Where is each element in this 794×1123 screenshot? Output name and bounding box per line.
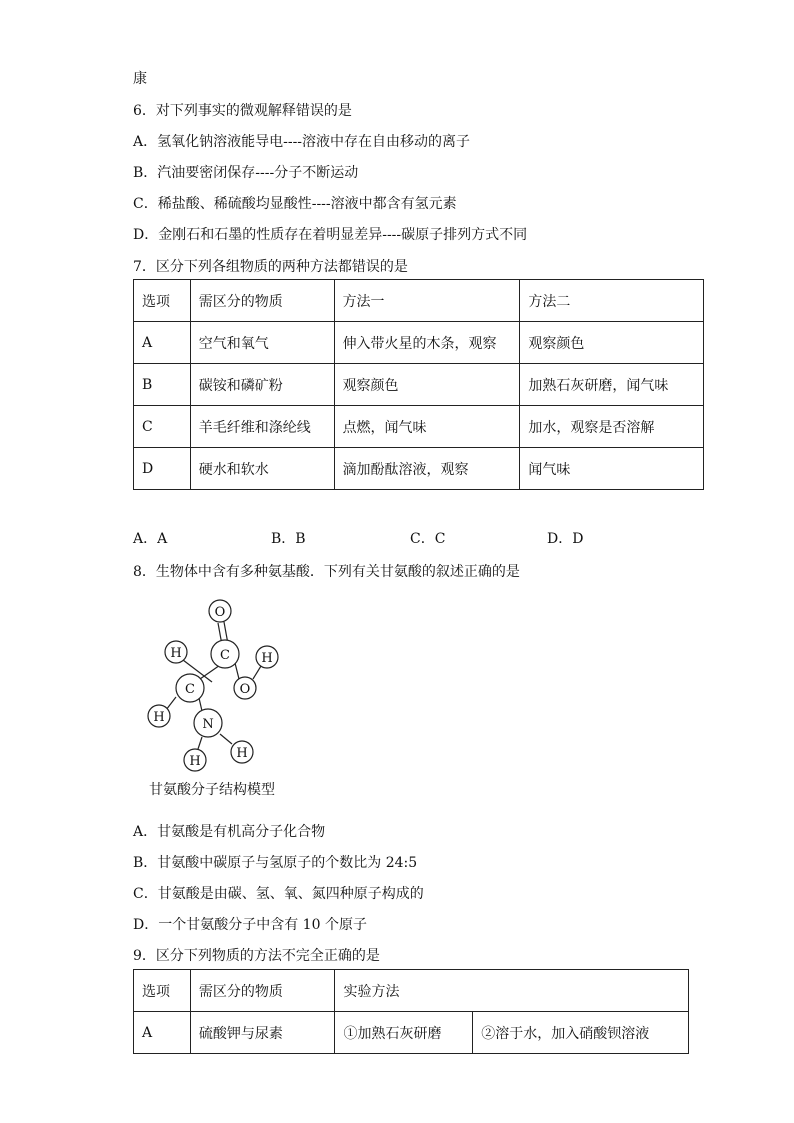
atom-c-carboxyl (211, 640, 239, 668)
question-7-table (133, 279, 704, 490)
question-9-table (133, 969, 689, 1054)
atom-h-bottom-right (231, 741, 253, 763)
bond-line (235, 663, 239, 679)
table-cell: 空气和氧气 (190, 322, 334, 364)
question-6-option-b: B．汽油要密闭保存----分子不断运动 (133, 165, 359, 181)
question-8-option-d: D．一个甘氨酸分子中含有 10 个原子 (133, 917, 367, 933)
table-row (134, 406, 704, 448)
table-cell: 点燃，闻气味 (334, 406, 520, 448)
bond-line (199, 698, 202, 711)
atom-o-carbonyl (209, 600, 231, 622)
answer-option-b: B．B (271, 531, 306, 547)
atom-h-top-left (165, 641, 187, 663)
atom-o-hydroxyl (234, 677, 256, 699)
glycine-molecule-diagram (140, 596, 290, 774)
table-cell: A (134, 322, 191, 364)
question-7-stem: 7．区分下列各组物质的两种方法都错误的是 (133, 259, 408, 275)
table-header-row (134, 280, 704, 322)
header-cell: 选项 (134, 970, 191, 1012)
table-row (134, 322, 704, 364)
atom-h-left (148, 705, 170, 727)
bond-line (198, 737, 202, 749)
table-cell: 羊毛纤维和涤纶线 (190, 406, 334, 448)
svg-text:H: H (153, 710, 165, 725)
question-7-answer-options (133, 528, 693, 548)
table-cell: 加水，观察是否溶解 (520, 406, 704, 448)
molecule-caption: 甘氨酸分子结构模型 (149, 782, 275, 798)
table-cell: A (134, 1012, 191, 1054)
header-cell: 方法二 (520, 280, 704, 322)
header-cell: 方法一 (334, 280, 520, 322)
question-8-stem: 8．生物体中含有多种氨基酸．下列有关甘氨酸的叙述正确的是 (133, 564, 520, 580)
answer-option-c: C．C (410, 531, 446, 547)
table-header-row (134, 970, 689, 1012)
table-cell: B (134, 364, 191, 406)
table-cell: ①加熟石灰研磨 (335, 1012, 473, 1054)
table-row (134, 364, 704, 406)
answer-option-a: A．A (133, 531, 168, 547)
svg-text:H: H (261, 651, 273, 666)
bond-line (220, 734, 232, 744)
table-cell: ②溶于水，加入硝酸钡溶液 (473, 1012, 689, 1054)
table-cell: 伸入带火星的木条，观察 (334, 322, 520, 364)
table-cell: 碳铵和磷矿粉 (190, 364, 334, 406)
question-6-option-d: D．金刚石和石墨的性质存在着明显差异----碳原子排列方式不同 (133, 227, 528, 243)
table-row (134, 1012, 689, 1054)
svg-text:N: N (202, 717, 214, 732)
svg-text:H: H (236, 746, 248, 761)
table-cell: 闻气味 (520, 448, 704, 490)
atom-h-bottom (184, 749, 206, 771)
atom-h-hydroxyl (256, 646, 278, 668)
header-cell: 选项 (134, 280, 191, 322)
table-row (134, 448, 704, 490)
header-cell: 实验方法 (335, 970, 689, 1012)
question-8-option-b: B．甘氨酸中碳原子与氢原子的个数比为 24:5 (133, 855, 418, 871)
question-8-option-a: A．甘氨酸是有机高分子化合物 (133, 824, 326, 840)
svg-text:O: O (239, 682, 251, 697)
table-cell: 加熟石灰研磨，闻气味 (520, 364, 704, 406)
table-cell: 观察颜色 (334, 364, 520, 406)
bond-line (166, 697, 176, 710)
table-cell: 观察颜色 (520, 322, 704, 364)
table-cell: 滴加酚酞溶液，观察 (334, 448, 520, 490)
question-6-stem: 6．对下列事实的微观解释错误的是 (133, 103, 352, 119)
atom-c-alpha (176, 674, 204, 702)
svg-text:H: H (189, 754, 201, 769)
question-9-stem: 9．区分下列物质的方法不完全正确的是 (133, 948, 380, 964)
question-6-option-a: A．氢氧化钠溶液能导电----溶液中存在自由移动的离子 (133, 134, 471, 150)
header-cell: 需区分的物质 (190, 280, 334, 322)
table-cell: 硬水和软水 (190, 448, 334, 490)
bond-line (253, 666, 261, 679)
svg-text:H: H (170, 646, 182, 661)
svg-text:C: C (185, 682, 195, 697)
atom-n (194, 709, 222, 737)
question-8-option-c: C．甘氨酸是由碳、氢、氧、氮四种原子构成的 (133, 886, 424, 902)
table-cell: D (134, 448, 191, 490)
question-6-option-c: C．稀盐酸、稀硫酸均显酸性----溶液中都含有氢元素 (133, 196, 457, 212)
answer-option-d: D．D (547, 531, 584, 547)
svg-text:C: C (220, 648, 230, 663)
page-fragment-text: 康 (133, 71, 147, 87)
table-cell: C (134, 406, 191, 448)
header-cell: 需区分的物质 (190, 970, 335, 1012)
table-cell: 硫酸钾与尿素 (190, 1012, 335, 1054)
svg-text:O: O (214, 605, 226, 620)
